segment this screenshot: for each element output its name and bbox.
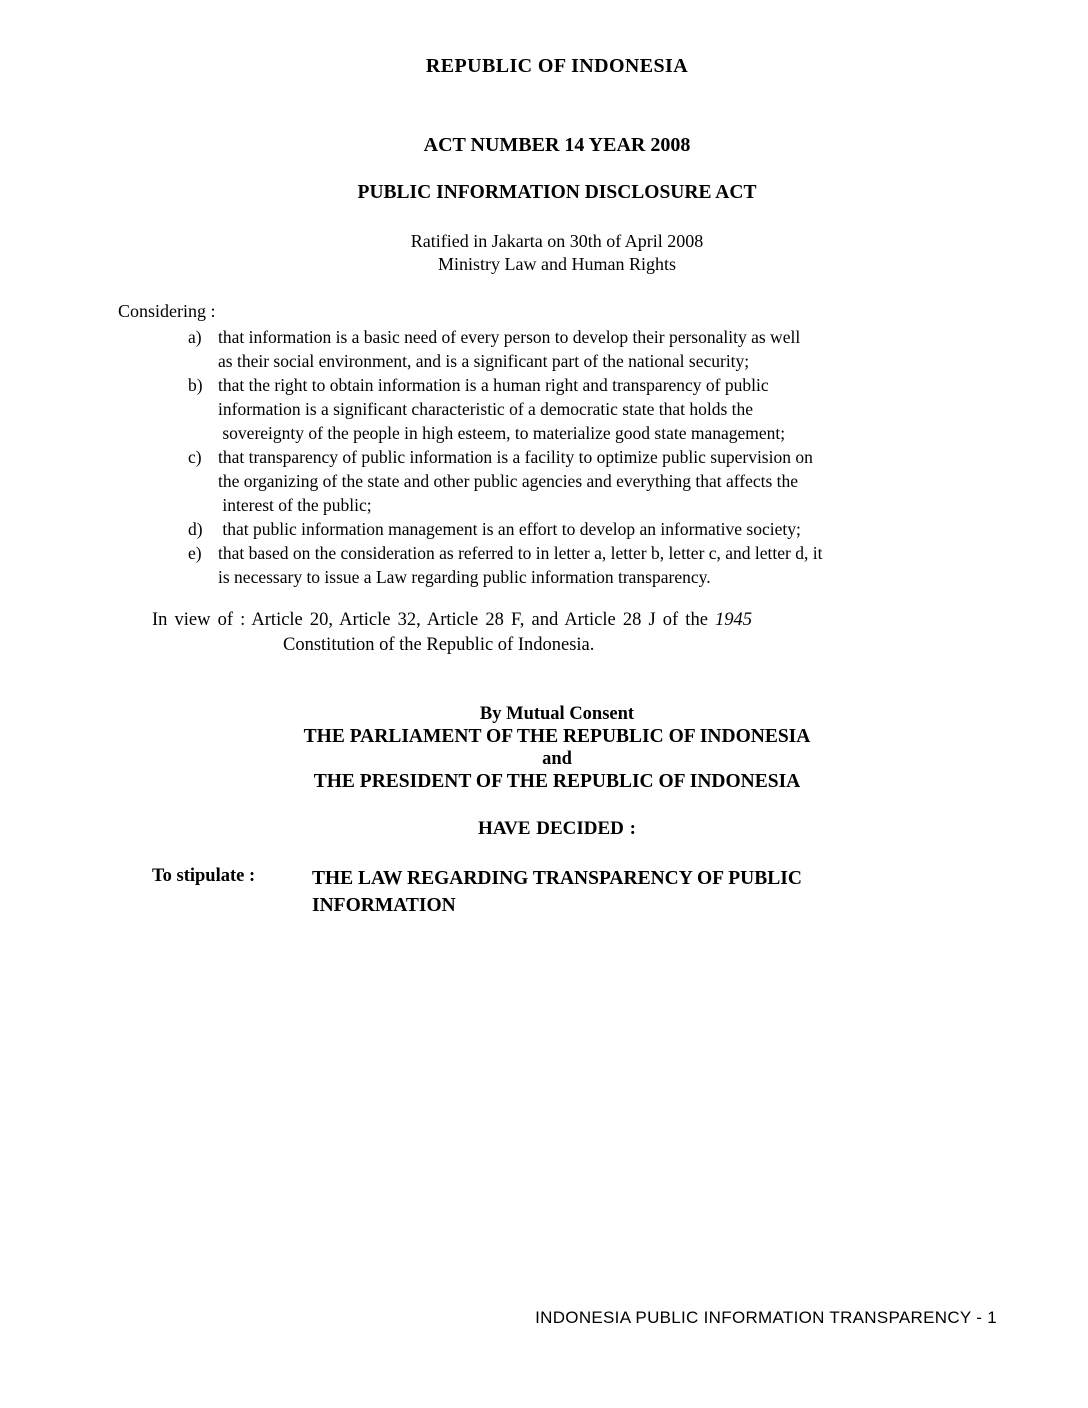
mutual-consent-block (26, 703, 1088, 793)
in-view-of-articles: Article 20, Article 32, Article 28 F, and Article 28 J of the (251, 610, 716, 630)
item-marker-b: b) (188, 375, 203, 395)
item-line: interest of the public; (218, 495, 372, 515)
item-marker-c: c) (188, 447, 202, 467)
item-line: as their social environment, and is a significant part of the national security; (218, 351, 750, 371)
item-text-e (218, 541, 822, 589)
stipulate-line1: THE LAW REGARDING TRANSPARENCY OF PUBLIC (312, 868, 802, 889)
item-marker-e: e) (188, 543, 202, 563)
in-view-of-line1 (152, 608, 752, 633)
item-line: the organizing of the state and other public agencies and everything that affects the (218, 471, 799, 491)
item-line: is necessary to issue a Law regarding public information transparency. (218, 567, 711, 587)
item-text-d (218, 517, 801, 541)
considering-item-d (188, 517, 822, 541)
stipulate-line2: INFORMATION (312, 895, 456, 916)
page-footer: INDONESIA PUBLIC INFORMATION TRANSPARENCY - 1 (535, 1308, 997, 1327)
item-text-c (218, 445, 813, 517)
constitution-year: 1945 (715, 610, 753, 630)
item-marker-a: a) (188, 327, 202, 347)
item-marker-d: d) (188, 519, 203, 539)
considering-item-a (188, 325, 822, 373)
ministry-line: Ministry Law and Human Rights (438, 254, 676, 274)
considering-item-b (188, 373, 822, 445)
item-line: that the right to obtain information is a human right and transparency of public (218, 375, 769, 395)
item-line: information is a significant characteristic of a democratic state that holds the (218, 399, 754, 419)
in-view-of-line2: Constitution of the Republic of Indonesia. (283, 635, 595, 655)
conjunction-line: and (542, 749, 572, 769)
president-line: THE PRESIDENT OF THE REPUBLIC OF INDONESIA (313, 770, 801, 792)
item-text-b (218, 373, 785, 445)
in-view-of-label: In view of : (152, 610, 252, 630)
to-stipulate-label: To stipulate : (152, 866, 256, 886)
item-line: that transparency of public information is a facility to optimize public supervision on (218, 447, 813, 467)
considering-item-c (188, 445, 822, 517)
ratified-line: Ratified in Jakarta on 30th of April 2008 (410, 231, 704, 251)
item-line: that information is a basic need of every person to develop their personality as well (218, 327, 801, 347)
country-title: REPUBLIC OF INDONESIA (425, 55, 689, 77)
item-text-a (218, 325, 800, 373)
parliament-line: THE PARLIAMENT OF THE REPUBLIC OF INDONESIA (303, 725, 811, 747)
stipulate-text (312, 865, 802, 919)
item-line: sovereignty of the people in high esteem, to materialize good state management; (218, 423, 786, 443)
act-name-title: PUBLIC INFORMATION DISCLOSURE ACT (357, 182, 757, 203)
item-line: that based on the consideration as referred to in letter a, letter b, letter c, and letter d, it (218, 543, 823, 563)
considering-label: Considering : (118, 301, 216, 321)
act-number-title: ACT NUMBER 14 YEAR 2008 (423, 134, 691, 156)
item-line: that public information management is an effort to develop an informative society; (218, 519, 801, 539)
in-view-of-section (152, 608, 752, 658)
considering-item-e (188, 541, 822, 589)
considering-list (188, 325, 822, 589)
have-decided-line: HAVE DECIDED : (478, 818, 636, 839)
by-mutual-consent: By Mutual Consent (479, 704, 635, 724)
